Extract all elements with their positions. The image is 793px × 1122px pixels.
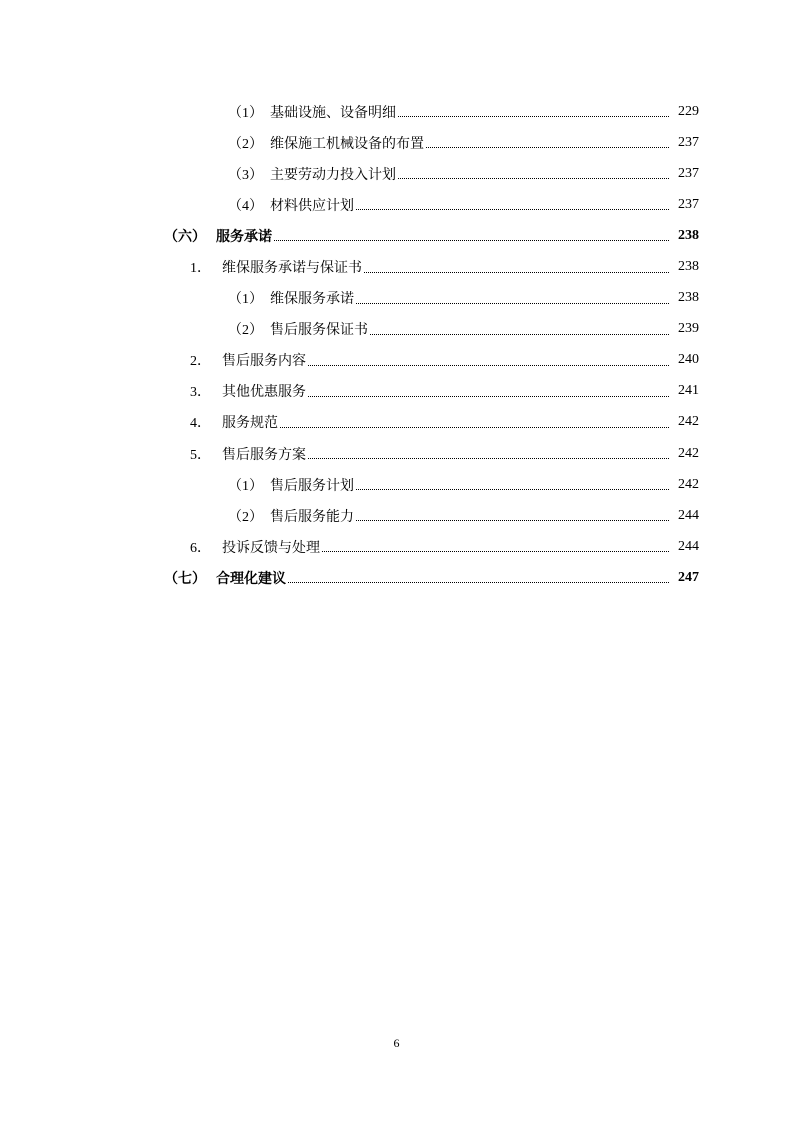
toc-entry-page: 242 [678, 445, 699, 461]
toc-entry[interactable] [0, 531, 793, 562]
toc-entry-title: 材料供应计划 [270, 198, 354, 214]
toc-entry-title: 基础设施、设备明细 [270, 105, 396, 121]
toc-entry-title: 售后服务方案 [222, 447, 306, 463]
table-of-contents [0, 96, 793, 594]
toc-entry[interactable] [0, 189, 793, 220]
toc-entry[interactable] [0, 500, 793, 531]
toc-entry[interactable] [0, 376, 793, 407]
toc-entry-page: 242 [678, 414, 699, 430]
toc-entry[interactable] [0, 158, 793, 189]
toc-entry[interactable] [0, 314, 793, 345]
toc-entry-title: 维保服务承诺 [270, 292, 354, 308]
toc-entry-page: 237 [678, 165, 699, 181]
toc-entry-number: 4． [190, 416, 211, 432]
toc-entry-title: 售后服务保证书 [270, 323, 368, 339]
toc-entry-title: 主要劳动力投入计划 [270, 167, 396, 183]
toc-dot-leader [364, 272, 669, 273]
toc-entry-number: 3． [190, 385, 211, 401]
toc-entry[interactable] [0, 251, 793, 282]
toc-entry-number: （1） [228, 478, 263, 494]
toc-entry-title: 合理化建议 [216, 571, 286, 587]
toc-dot-leader [288, 582, 669, 583]
toc-entry[interactable] [0, 345, 793, 376]
toc-entry[interactable] [0, 469, 793, 500]
toc-dot-leader [308, 458, 669, 459]
toc-entry-page: 239 [678, 321, 699, 337]
toc-entry-title: 投诉反馈与处理 [222, 540, 320, 556]
toc-entry-title: 售后服务内容 [222, 354, 306, 370]
toc-entry-number: （2） [228, 509, 263, 525]
toc-dot-leader [398, 116, 669, 117]
toc-dot-leader [280, 427, 669, 428]
toc-entry-number: （六） [164, 229, 206, 245]
toc-section-entry[interactable] [0, 562, 793, 593]
toc-entry-page: 238 [678, 259, 699, 275]
toc-entry-title: 服务承诺 [216, 229, 272, 245]
toc-entry-number: 6． [190, 540, 211, 556]
toc-entry-page: 238 [678, 290, 699, 306]
toc-dot-leader [370, 334, 669, 335]
toc-dot-leader [398, 178, 669, 179]
toc-entry[interactable] [0, 127, 793, 158]
toc-entry-number: （1） [228, 105, 263, 121]
toc-entry[interactable] [0, 438, 793, 469]
toc-entry-number: （3） [228, 167, 263, 183]
toc-entry[interactable] [0, 96, 793, 127]
toc-entry-title: 其他优惠服务 [222, 385, 306, 401]
toc-entry-title: 维保服务承诺与保证书 [222, 261, 362, 277]
toc-entry[interactable] [0, 283, 793, 314]
toc-entry-page: 241 [678, 383, 699, 399]
toc-entry-page: 244 [678, 538, 699, 554]
toc-dot-leader [308, 365, 669, 366]
toc-section-entry[interactable] [0, 220, 793, 251]
toc-entry-number: （2） [228, 323, 263, 339]
toc-entry-number: 1． [190, 261, 211, 277]
toc-entry-number: 5． [190, 447, 211, 463]
toc-dot-leader [356, 209, 669, 210]
page-number: 6 [393, 1036, 400, 1050]
toc-dot-leader [426, 147, 669, 148]
toc-dot-leader [322, 551, 669, 552]
toc-entry-number: （1） [228, 292, 263, 308]
toc-entry-title: 售后服务计划 [270, 478, 354, 494]
toc-dot-leader [356, 520, 669, 521]
toc-entry-page: 229 [678, 103, 699, 119]
toc-entry-page: 238 [678, 227, 699, 243]
toc-entry[interactable] [0, 407, 793, 438]
toc-entry-number: 2． [190, 354, 211, 370]
toc-entry-number: （七） [164, 571, 206, 587]
toc-entry-page: 240 [678, 352, 699, 368]
toc-dot-leader [356, 489, 669, 490]
toc-entry-page: 237 [678, 196, 699, 212]
toc-dot-leader [356, 303, 669, 304]
toc-entry-page: 242 [678, 476, 699, 492]
toc-entry-title: 服务规范 [222, 416, 278, 432]
toc-entry-page: 237 [678, 134, 699, 150]
toc-entry-number: （4） [228, 198, 263, 214]
toc-entry-page: 247 [678, 569, 699, 585]
toc-entry-number: （2） [228, 136, 263, 152]
toc-entry-title: 售后服务能力 [270, 509, 354, 525]
toc-entry-page: 244 [678, 507, 699, 523]
toc-dot-leader [274, 240, 669, 241]
toc-entry-title: 维保施工机械设备的布置 [270, 136, 424, 152]
toc-dot-leader [308, 396, 669, 397]
